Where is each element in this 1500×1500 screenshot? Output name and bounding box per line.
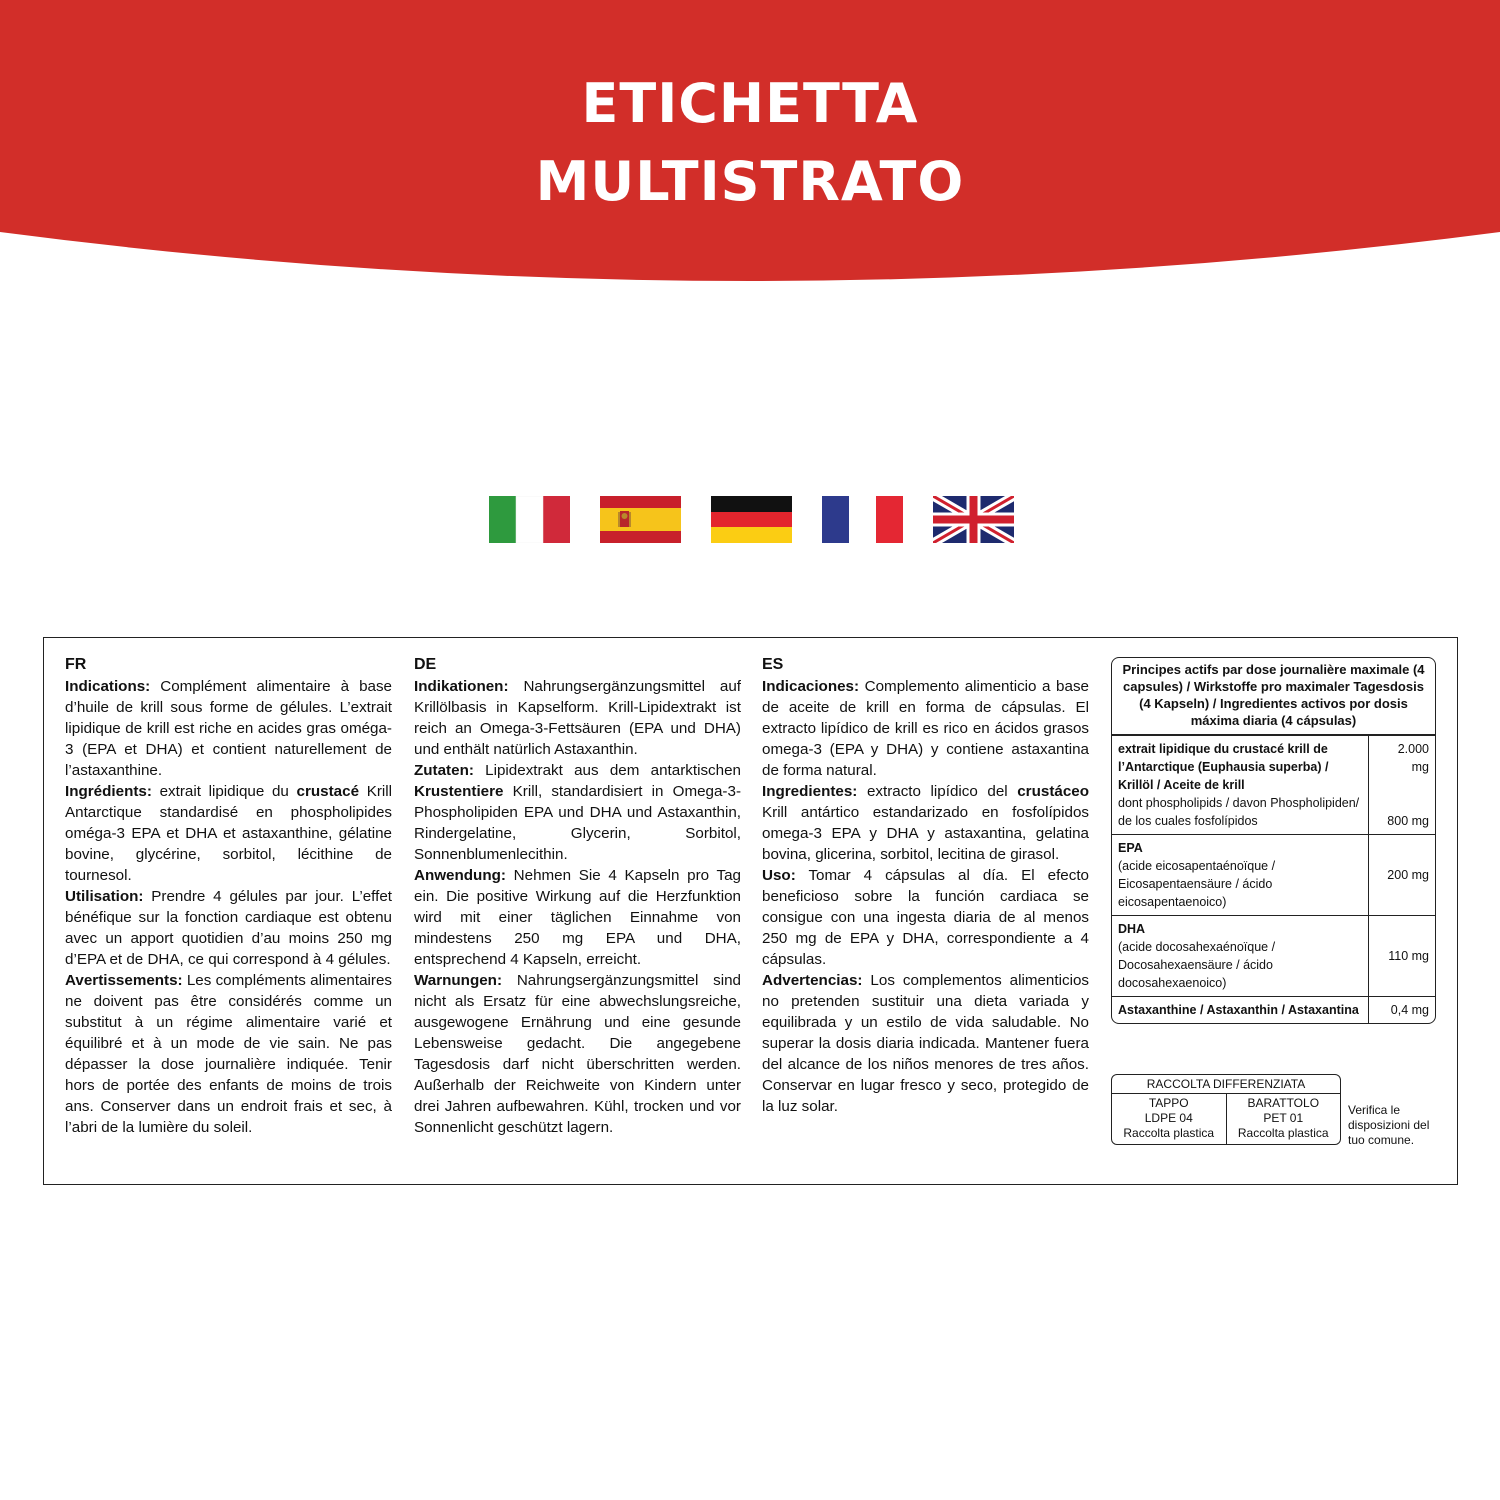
ingredient-name-cell [1112,997,1368,1023]
warnings-paragraph [762,970,1089,1117]
active-ingredients-table [1111,657,1436,1024]
cap-cell [1112,1094,1226,1144]
language-code: ES [762,656,784,673]
allergen-word: crustacé [296,783,360,800]
jar-code: PET 01 [1263,1111,1304,1125]
epa-title: EPA [1118,841,1143,855]
usage-paragraph [414,865,741,970]
indications-paragraph [762,676,1089,781]
uk-flag-icon [933,496,1014,543]
phospholipids-value: 800 mg [1387,814,1429,828]
usage-label: Utilisation: [65,888,144,905]
language-code: DE [414,656,437,673]
banner-title-line1: ETICHETTA [581,72,919,135]
warnings-paragraph [414,970,741,1138]
warnings-paragraph [65,970,392,1138]
ingredient-name-cell [1112,835,1368,915]
cap-note: Raccolta plastica [1123,1126,1215,1140]
krill-oil-value: 2.000 mg [1397,742,1429,774]
ingredients-label: Zutaten: [414,762,474,779]
allergen-word: Krustentiere [414,783,504,800]
dha-name: (acide docosahexaénoïque / Docosahexaensäure / ácido docosahexaenoico) [1118,940,1276,990]
italy-flag-icon [489,496,570,543]
ingredient-name-cell [1112,916,1368,996]
recycling-cells [1112,1094,1340,1144]
usage-text: Nehmen Sie 4 Kapseln pro Tag ein. Die positive Wirkung auf die Herzfunktion wird mit einer täglichen Einnahme von mindestens 250 mg EPA und DHA, entsprechend 4 Kapseln, erreicht. [414,867,741,968]
banner-shape [0,0,1500,290]
ingredient-value-cell [1368,736,1435,834]
warnings-label: Advertencias: [762,972,863,989]
product-label [43,637,1458,1185]
dha-value: 110 mg [1368,916,1435,996]
jar-title: BARATTOLO [1247,1096,1320,1110]
indications-text: Complemento alimenticio a base de aceite de krill en forma de cápsulas. El extracto lipídico de krill es rico en ácidos grasos omega-3 (EPA y DHA) y contiene astaxantina de forma natural. [762,678,1089,779]
indications-label: Indicaciones: [762,678,860,695]
indications-paragraph [414,676,741,760]
ingredients-paragraph [414,760,741,865]
ingredients-text-cont: Krill antártico estandarizado en fosfolípidos omega-3 EPA y DHA y astaxantina, gelatina bovina, glicerina, sorbitol, lecitina de girasol. [762,804,1089,863]
indications-label: Indications: [65,678,151,695]
ingredients-text-cont: Krill Antarctique standardisé en phospholipides oméga-3 EPA et DHA et astaxanthine, gélatine bovine, glycérine, sorbitol, lécithine de tournesol. [65,783,393,884]
table-row [1112,915,1435,996]
german-column [414,654,741,1138]
indications-text: Complément alimentaire à base d’huile de krill sous forme de gélules. L’extrait lipidique de krill est riche en acides gras oméga-3 (EPA et DHA) et contient naturellement de l’astaxanthine. [65,678,392,779]
spanish-column [762,654,1089,1117]
usage-text: Prendre 4 gélules par jour. L’effet bénéfique sur la fonction cardiaque est obtenu avec un apport quotidien d’au moins 250 mg d’EPA et de DHA, ce qui correspond à 4 gélules. [65,888,392,968]
indications-label: Indikationen: [414,678,509,695]
ingredients-text: extracto lipídico del [857,783,1018,800]
astaxanthin-value: 0,4 mg [1368,997,1435,1023]
ingredients-text: Lipidextrakt aus dem antarktischen [473,762,741,779]
cap-title: TAPPO [1148,1096,1189,1110]
ingredients-label: Ingredientes: [762,783,858,800]
indications-paragraph [65,676,392,781]
ingredient-name-cell [1112,736,1368,834]
recycling-box [1111,1074,1341,1145]
usage-label: Anwendung: [414,867,506,884]
header-banner [0,0,1500,290]
ingredients-text: extrait lipidique du [151,783,297,800]
astaxanthin-name: Astaxanthine / Astaxanthin / Astaxantina [1118,1003,1359,1017]
recycling-note: Verifica le disposizioni del tuo comune. [1348,1103,1430,1147]
spain-flag-icon [600,496,681,543]
ingredients-text-cont: Krill, standardisiert in Omega-3-Phospholipiden EPA und DHA und Astaxanthin, Rindergelatine, Glycerin, Sorbitol, Sonnenblumenlecithin. [414,783,741,863]
usage-label: Uso: [762,867,796,884]
germany-flag-icon [711,496,792,543]
jar-cell [1226,1094,1341,1144]
warnings-label: Avertissements: [65,972,183,989]
language-code: FR [65,656,87,673]
usage-paragraph [65,886,392,970]
warnings-text: Nahrungsergänzungsmittel sind nicht als Ersatz für eine abwechslungsreiche, ausgewogene Ernährung und eine gesunde Lebensweise gedacht. Die angegebene Tagesdosis darf nicht überschritten werden. Außerhalb der Reichweite von Kindern unter drei Jahren aufbewahren. Kühl, trocken und vor Sonnenlicht geschützt lagern. [414,972,741,1136]
table-row [1112,735,1435,834]
french-column [65,654,392,1138]
table-row [1112,996,1435,1023]
dha-title: DHA [1118,922,1146,936]
banner-title-line2: MULTISTRATO [535,150,965,213]
phospholipids-name: dont phospholipids / davon Phospholipiden/ de los cuales fosfolípidos [1118,796,1360,828]
ingredients-paragraph [65,781,392,886]
usage-paragraph [762,865,1089,970]
epa-name: (acide eicosapentaénoïque / Eicosapentaensäure / ácido eicosapentaenoico) [1118,859,1276,909]
warnings-text: Los complementos alimenticios no pretenden sustituir una dieta variada y equilibrada y un estilo de vida saludable. No superar la dosis diaria indicada. Mantener fuera del alcance de los niños menores de tres años. Conservar en lugar fresco y seco, protegido de la luz solar. [762,972,1089,1115]
allergen-word: crustáceo [1017,783,1089,800]
warnings-label: Warnungen: [414,972,503,989]
ingredients-paragraph [762,781,1089,865]
flag-row [489,496,1014,543]
table-row [1112,834,1435,915]
table-header: Principes actifs par dose journalière maximale (4 capsules) / Wirkstoffe pro maximaler Tagesdosis (4 Kapseln) / Ingredientes activos por dosis máxima diaria (4 cápsulas) [1112,658,1435,735]
recycling-header: RACCOLTA DIFFERENZIATA [1112,1075,1340,1094]
indications-text: Nahrungsergänzungsmittel auf Krillölbasis in Kapselform. Krill-Lipidextrakt ist reich an Omega-3-Fettsäuren (EPA und DHA) und enthält natürlich Astaxanthin. [414,678,741,758]
krill-oil-name: extrait lipidique du crustacé krill de l’Antarctique (Euphausia superba) / Krillöl / Aceite de krill [1118,742,1329,792]
epa-value: 200 mg [1368,835,1435,915]
usage-text: Tomar 4 cápsulas al día. El efecto beneficioso sobre la función cardiaca se consigue con una ingesta diaria de al menos 250 mg de EPA y DHA, correspondiente a 4 cápsulas. [762,867,1089,968]
france-flag-icon [822,496,903,543]
cap-code: LDPE 04 [1144,1111,1193,1125]
ingredients-label: Ingrédients: [65,783,152,800]
warnings-text: Les compléments alimentaires ne doivent pas être considérés comme un substitut à un régime alimentaire varié et équilibré et à un mode de vie sain. Ne pas dépasser la dose journalière indiquée. Tenir hors de portée des enfants de moins de trois ans. Conserver dans un endroit frais et sec, à l’abri de la lumière du soleil. [65,972,392,1136]
jar-note: Raccolta plastica [1237,1126,1329,1140]
